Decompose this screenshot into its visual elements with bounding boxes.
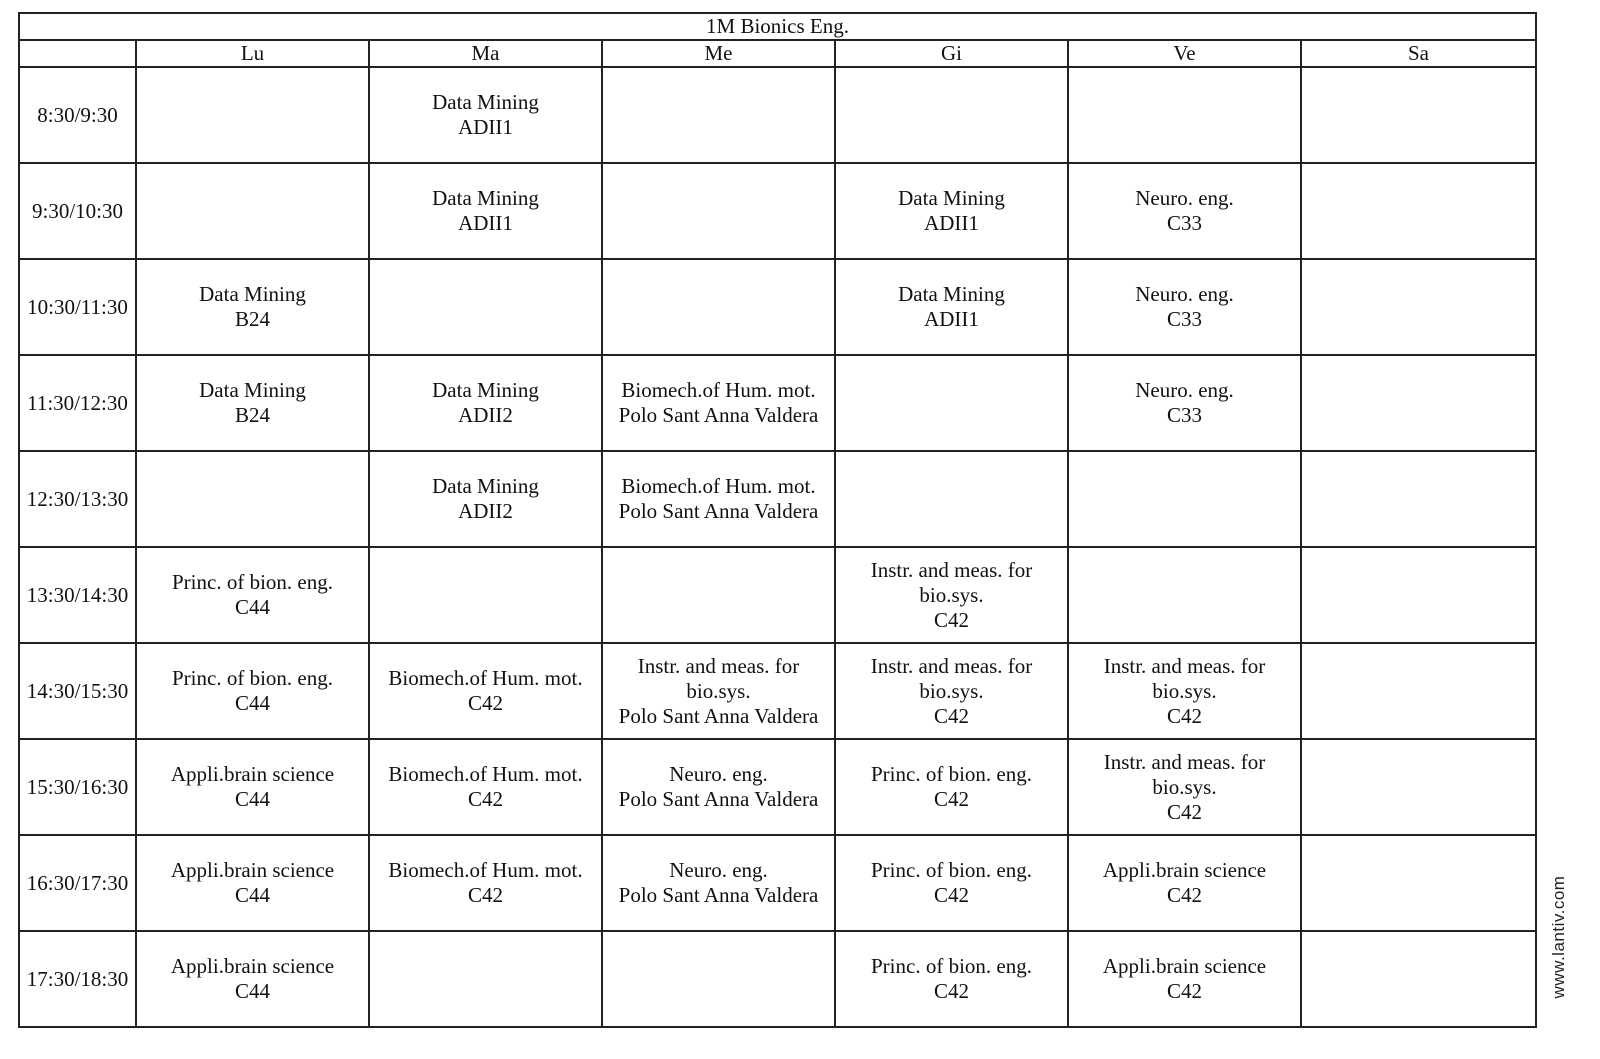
class-cell-line: Appli.brain science — [1102, 954, 1267, 978]
class-cell-line: C33 — [1166, 211, 1202, 235]
class-cell — [136, 643, 369, 739]
class-cell-line: Data Mining — [898, 282, 1005, 306]
corner-cell — [19, 40, 136, 67]
class-cell-line: Instr. and meas. for — [870, 653, 1033, 678]
class-cell-line: Biomech.of Hum. mot. — [621, 378, 816, 402]
title-row — [19, 13, 1536, 40]
class-cell-line: Data Mining — [199, 282, 306, 306]
class-cell-line: Appli.brain science — [170, 762, 335, 786]
class-cell-line: Princ. of bion. eng. — [172, 666, 333, 690]
class-cell-line: Appli.brain science — [170, 858, 335, 882]
class-cell-line: Polo Sant Anna Valdera — [618, 403, 819, 427]
class-cell — [835, 643, 1068, 739]
class-cell-line: Polo Sant Anna Valdera — [618, 499, 819, 523]
empty-cell — [602, 163, 835, 259]
class-cell-line: Data Mining — [199, 378, 306, 402]
class-cell — [369, 835, 602, 931]
empty-cell — [1301, 163, 1536, 259]
class-cell — [1068, 259, 1301, 355]
empty-cell — [1068, 547, 1301, 643]
class-cell-line: B24 — [234, 307, 270, 331]
class-cell-line: Biomech.of Hum. mot. — [388, 666, 583, 690]
empty-cell — [1301, 67, 1536, 163]
class-cell-line: C42 — [1166, 703, 1202, 728]
class-cell — [602, 355, 835, 451]
class-cell — [602, 739, 835, 835]
class-cell — [369, 643, 602, 739]
empty-cell — [136, 67, 369, 163]
time-slot-label: 14:30/15:30 — [19, 643, 136, 739]
class-cell — [136, 355, 369, 451]
time-slot-row — [19, 643, 1536, 739]
class-cell-line: Princ. of bion. eng. — [871, 954, 1032, 978]
time-slot-row — [19, 451, 1536, 547]
class-cell — [369, 355, 602, 451]
empty-cell — [1301, 835, 1536, 931]
class-cell — [835, 739, 1068, 835]
class-cell-line: Biomech.of Hum. mot. — [621, 474, 816, 498]
class-cell-line: B24 — [234, 403, 270, 427]
empty-cell — [369, 259, 602, 355]
class-cell-line: bio.sys. — [919, 678, 984, 703]
empty-cell — [602, 259, 835, 355]
empty-cell — [835, 355, 1068, 451]
day-header-row — [19, 40, 1536, 67]
time-slot-row — [19, 931, 1536, 1027]
class-cell-line: Biomech.of Hum. mot. — [388, 762, 583, 786]
time-slot-row — [19, 355, 1536, 451]
class-cell-line: C42 — [933, 703, 969, 728]
class-cell-line: Polo Sant Anna Valdera — [618, 787, 819, 811]
class-cell-line: Neuro. eng. — [669, 858, 768, 882]
empty-cell — [136, 451, 369, 547]
class-cell — [1068, 163, 1301, 259]
empty-cell — [1301, 451, 1536, 547]
class-cell-line: Neuro. eng. — [1135, 186, 1234, 210]
class-cell — [136, 259, 369, 355]
class-cell — [136, 547, 369, 643]
empty-cell — [835, 451, 1068, 547]
class-cell-line: ADII1 — [458, 211, 513, 235]
class-cell-line: Data Mining — [432, 186, 539, 210]
class-cell-line: bio.sys. — [919, 582, 984, 607]
class-cell — [602, 643, 835, 739]
class-cell-line: ADII1 — [924, 211, 979, 235]
time-slot-row — [19, 739, 1536, 835]
class-cell — [1068, 835, 1301, 931]
class-cell — [602, 451, 835, 547]
empty-cell — [1301, 547, 1536, 643]
class-cell-line: C42 — [1166, 883, 1202, 907]
day-header: Me — [602, 40, 835, 67]
class-cell-line: C33 — [1166, 403, 1202, 427]
class-cell-line: Data Mining — [898, 186, 1005, 210]
class-cell — [1068, 739, 1301, 835]
class-cell-line: Neuro. eng. — [669, 762, 768, 786]
class-cell-line: Appli.brain science — [1102, 858, 1267, 882]
class-cell — [835, 259, 1068, 355]
class-cell-line: Princ. of bion. eng. — [871, 858, 1032, 882]
time-slot-label: 15:30/16:30 — [19, 739, 136, 835]
class-cell-line: Instr. and meas. for — [1103, 749, 1266, 774]
class-cell-line: Data Mining — [432, 474, 539, 498]
class-cell — [369, 163, 602, 259]
empty-cell — [1068, 451, 1301, 547]
class-cell — [835, 931, 1068, 1027]
class-cell-line: bio.sys. — [1152, 774, 1217, 799]
class-cell-line: C33 — [1166, 307, 1202, 331]
class-cell-line: Instr. and meas. for — [637, 653, 800, 678]
empty-cell — [1301, 643, 1536, 739]
class-cell — [835, 835, 1068, 931]
class-cell-line: C44 — [234, 595, 270, 619]
class-cell-line: C42 — [933, 607, 969, 632]
class-cell-line: C42 — [467, 883, 503, 907]
time-slot-row — [19, 259, 1536, 355]
timetable — [18, 12, 1537, 1028]
class-cell — [1068, 643, 1301, 739]
class-cell — [602, 835, 835, 931]
watermark-text: www.lantiv.com — [1549, 875, 1568, 999]
timetable-title: 1M Bionics Eng. — [19, 13, 1536, 40]
time-slot-label: 12:30/13:30 — [19, 451, 136, 547]
empty-cell — [1301, 739, 1536, 835]
class-cell-line: ADII2 — [458, 499, 513, 523]
class-cell-line: C44 — [234, 883, 270, 907]
time-slot-row — [19, 163, 1536, 259]
empty-cell — [1301, 355, 1536, 451]
time-slot-label: 17:30/18:30 — [19, 931, 136, 1027]
class-cell — [1068, 931, 1301, 1027]
class-cell-line: Neuro. eng. — [1135, 378, 1234, 402]
class-cell-line: C42 — [467, 787, 503, 811]
class-cell — [369, 67, 602, 163]
empty-cell — [602, 67, 835, 163]
class-cell-line: bio.sys. — [1152, 678, 1217, 703]
class-cell-line: Polo Sant Anna Valdera — [618, 883, 819, 907]
watermark — [1548, 842, 1570, 1032]
day-header: Ma — [369, 40, 602, 67]
class-cell-line: C42 — [467, 691, 503, 715]
class-cell — [835, 547, 1068, 643]
class-cell-line: C44 — [234, 787, 270, 811]
class-cell-line: bio.sys. — [686, 678, 751, 703]
class-cell-line: Biomech.of Hum. mot. — [388, 858, 583, 882]
class-cell-line: C44 — [234, 691, 270, 715]
time-slot-label: 11:30/12:30 — [19, 355, 136, 451]
time-slot-label: 13:30/14:30 — [19, 547, 136, 643]
class-cell — [369, 739, 602, 835]
time-slot-label: 16:30/17:30 — [19, 835, 136, 931]
class-cell-line: Data Mining — [432, 90, 539, 114]
class-cell-line: C42 — [933, 787, 969, 811]
class-cell-line: C42 — [1166, 979, 1202, 1003]
day-header: Gi — [835, 40, 1068, 67]
class-cell-line: Princ. of bion. eng. — [172, 570, 333, 594]
time-slot-row — [19, 835, 1536, 931]
time-slot-row — [19, 67, 1536, 163]
empty-cell — [835, 67, 1068, 163]
time-slot-label: 8:30/9:30 — [19, 67, 136, 163]
timetable-body — [19, 67, 1536, 1027]
class-cell-line: C42 — [933, 979, 969, 1003]
day-header: Lu — [136, 40, 369, 67]
empty-cell — [602, 547, 835, 643]
day-header: Sa — [1301, 40, 1536, 67]
time-slot-row — [19, 547, 1536, 643]
class-cell-line: Appli.brain science — [170, 954, 335, 978]
class-cell-line: C44 — [234, 979, 270, 1003]
class-cell — [369, 451, 602, 547]
class-cell-line: Data Mining — [432, 378, 539, 402]
empty-cell — [136, 163, 369, 259]
empty-cell — [1301, 931, 1536, 1027]
class-cell — [136, 739, 369, 835]
class-cell-line: ADII1 — [924, 307, 979, 331]
class-cell — [136, 931, 369, 1027]
empty-cell — [1301, 259, 1536, 355]
class-cell-line: ADII2 — [458, 403, 513, 427]
class-cell-line: ADII1 — [458, 115, 513, 139]
day-header: Ve — [1068, 40, 1301, 67]
time-slot-label: 10:30/11:30 — [19, 259, 136, 355]
empty-cell — [369, 547, 602, 643]
empty-cell — [369, 931, 602, 1027]
class-cell — [835, 163, 1068, 259]
class-cell-line: C42 — [933, 883, 969, 907]
time-slot-label: 9:30/10:30 — [19, 163, 136, 259]
class-cell-line: Polo Sant Anna Valdera — [618, 703, 819, 728]
class-cell — [1068, 355, 1301, 451]
class-cell-line: C42 — [1166, 799, 1202, 824]
class-cell-line: Instr. and meas. for — [1103, 653, 1266, 678]
class-cell — [136, 835, 369, 931]
class-cell-line: Instr. and meas. for — [870, 557, 1033, 582]
class-cell-line: Neuro. eng. — [1135, 282, 1234, 306]
empty-cell — [602, 931, 835, 1027]
class-cell-line: Princ. of bion. eng. — [871, 762, 1032, 786]
empty-cell — [1068, 67, 1301, 163]
